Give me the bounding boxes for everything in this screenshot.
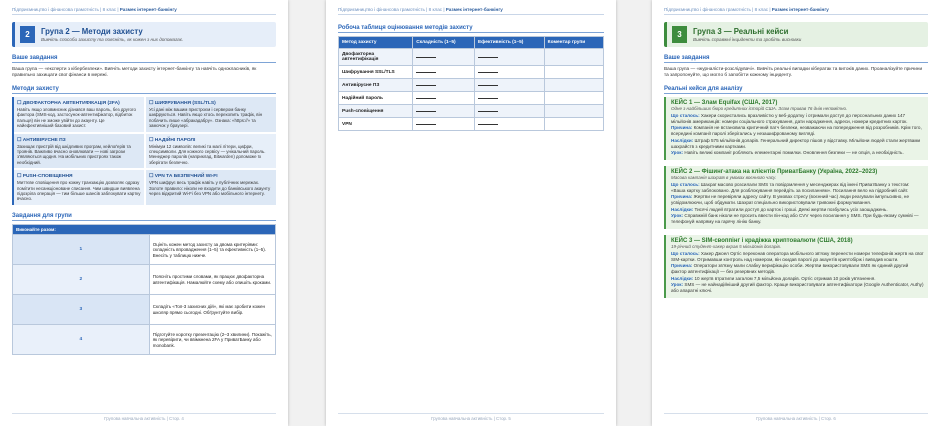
method-cell: Push-сповіщення [339,105,413,118]
page-footer: Групова навчальна активність | Стор. 4 [12,413,276,421]
comment-cell[interactable] [544,66,603,79]
case-card [664,235,928,298]
method-cell: Двофакторна автентифікація [339,49,413,66]
group-tasks-heading: Завдання для групи [12,213,276,221]
group-title: Група 3 — Реальні кейси [693,27,789,36]
method-card [146,170,276,205]
case-what: Що сталось: Хакери скористались вразливістю у веб-додатку і отримали доступ до персональних даних 147 мільйонів американців: номери соціального страхування, дати народження, адреси, номери кредитних карток. [671,113,908,124]
method-card [14,97,144,132]
case-subtitle: 19-річний студент-хакер вкрав 5 мільйонів доларів. [671,243,781,249]
effectiveness-blank[interactable] [474,49,544,66]
method-checkbox-title[interactable]: ☐ АНТИВІРУСНЕ ПЗ [17,137,66,143]
effectiveness-blank[interactable] [474,92,544,105]
table-row [13,325,276,355]
case-card [664,166,928,229]
column-header: Складність (1–5) [413,37,475,49]
page-header: Підприємництво і фінансова грамотність | 8 клас | Размек інтернет-банкінгу [12,7,276,15]
case-lesson: Урок: SMS — не найнадійніший другий фактор. Краще використовувати автентифікатори (Google Authenticator, Authy) або апаратні ключі. [671,282,924,294]
method-checkbox-title[interactable]: ☐ НАДІЙНІ ПАРОЛІ [149,137,196,143]
task-text: Підготуйте коротку презентацію (2–3 хвилини). Покажіть, як перевірити, чи ввімкнена 2FA у ПриватБанку або monobank. [149,325,275,355]
difficulty-blank[interactable] [413,66,475,79]
page-header: Підприємництво і фінансова грамотність | 8 клас | Размек інтернет-банкінгу [664,7,928,15]
method-checkbox-title[interactable]: ☐ VPN ТА БЕЗПЕЧНИЙ WI-FI [149,174,218,180]
case-result: Наслідки: 10 жертв втратили загалом 7,5 мільйона доларів. Ортіс отримав 10 років ув'язнення. [671,275,876,281]
column-header: Ефективність (1–5) [474,37,544,49]
method-text: Миттєве сповіщення про кожну транзакцію дозволяє одразу помітити несанкціоноване списання. Чим швидше виявлена підозріла операція — тим більше шансів заблокувати картку вчасно. [17,180,141,202]
effectiveness-blank[interactable] [474,79,544,92]
method-card [14,170,144,205]
case-lesson: Урок: Навіть великі компанії робляють елементарні помилки. Оновлення безпеки — не опція, а необхідність. [671,150,904,156]
page-footer: Групова навчальна активність | Стор. 6 [664,413,928,421]
cases-heading: Реальні кейси для аналізу [664,86,928,94]
comment-cell[interactable] [544,105,603,118]
page-header: Підприємництво і фінансова грамотність | 8 клас | Размек інтернет-банкінгу [338,7,604,15]
difficulty-blank[interactable] [413,92,475,105]
effectiveness-blank[interactable] [474,105,544,118]
page-5 [326,0,616,426]
case-subtitle: Одне з найбільших бюро кредитних історій США. Злам тривав 76 днів непомітно. [671,106,848,111]
tasks-table-header: Виконайте разом: [13,224,276,235]
task-text: Поясніть простими словами, як працює двофакторна автентифікація. Намалюйте схему або опишіть кроками. [149,265,275,295]
table-header-row [339,37,604,49]
table-row [13,235,276,265]
task-number: 1 [13,235,150,265]
method-text: VPN шифрує весь трафік навіть у публічних мережах. Золоте правило: ніколи не входити до банківського акаунту через відкритий Wi-Fi без VPN або мобільного інтернету. [149,180,271,197]
task-heading: Ваше завдання [664,55,928,63]
table-row [339,118,604,131]
method-checkbox-title[interactable]: ☐ ШИФРУВАННЯ (SSL/TLS) [149,101,216,106]
group-3-banner [664,22,928,47]
table-row [339,66,604,79]
method-cell: VPN [339,118,413,131]
group-title: Група 2 — Методи захисту [41,27,143,36]
table-row [13,295,276,325]
page-footer: Групова навчальна активність | Стор. 5 [338,413,604,421]
column-header: Метод захисту [339,37,413,49]
difficulty-blank[interactable] [413,79,475,92]
group-number: 2 [20,26,35,43]
group-subtitle: Вивчіть справжні інциденти та зробіть висновки [693,37,802,42]
effectiveness-blank[interactable] [474,118,544,131]
case-result: Наслідки: Тисячі людей втратили доступ до карток і гроші. Деякі жертви позбулись усіх заощаджень. [671,206,888,212]
group-2-banner [12,22,276,47]
method-text: Усі дані між вашим пристроєм і сервером банку шифруються. Навіть якщо хтось перехопить трафік, він побачить лише «абракадабру». Ознака: «https://» та замочок у браузері. [149,107,263,129]
case-result: Наслідки: Штраф 575 мільйонів доларів. Генеральний директор пішов у відставку. Мільйони людей стали жертвами шахрайств з кредитними картками. [671,137,921,149]
case-why: Причина: Оператори зв'язку мали слабку верифікацію особи. Жертви використовували SMS як єдиний другий фактор автентифікації — без резервних методів. [671,263,909,274]
method-cell: Надійний пароль [339,92,413,105]
task-heading: Ваше завдання [12,55,276,63]
difficulty-blank[interactable] [413,105,475,118]
case-why: Причина: Жертви не перевіряли адресу сайту. В умовах стресу (воєнний час) люди реагували імпульсивно, не усвідомлюючи, щоб обдумати. Шахраї спеціально використовували тривожні формулювання. [671,194,910,206]
comment-cell[interactable] [544,92,603,105]
task-number: 3 [13,295,150,325]
method-checkbox-title[interactable]: ☐ PUSH-СПОВІЩЕННЯ [17,174,73,180]
method-card [146,134,276,169]
task-text: Ваша група — «журналісти-розслідувачі». Вивчіть реальні випадки кібератак та витоків даних. Проаналізуйте причини та запропонуйте, що могло б запобігти кожному інциденту. [664,66,923,77]
comment-cell[interactable] [544,79,603,92]
method-text: Навіть якщо зловмисник дізнався ваш пароль, без другого фактора (SMS-код, застосунок-автентифікатор, відбиток пальця) він не зможе увійти до акаунту. Це найефективніший базовий захист. [17,107,136,129]
group-tasks-table [12,224,276,356]
case-card [664,97,928,160]
column-header: Коментар групи [544,37,603,49]
task-text: Складіть «Топ-3 захисних дій», які має зробити кожен школяр прямо сьогодні. Обґрунтуйте вибір. [149,295,275,325]
task-number: 2 [13,265,150,295]
table-row [339,92,604,105]
case-why: Причина: Компанія не встановила критичний патч безпеки, незважаючи на попередження від розробників. Крім того, всередині компанії паролі зберігались у незашифрованому вигляді. [671,125,922,137]
comment-cell[interactable] [544,118,603,131]
methods-grid [12,97,276,205]
method-card [146,97,276,132]
method-text: Захищає пристрій від шкідливих програм, кейлоґерів та троянів. Важливо вчасно оновлювати — нові загрози з'являються щодня. На мобільних пристроях також необхідний. [17,143,131,165]
task-text: Ваша група — «експерти з кібербезпеки». Вивчіть методи захисту інтернет-банкінгу та навчіть однокласників, як правильно захищати свої фінанси в мережі. [12,66,257,77]
method-cell: Антивірусне ПЗ [339,79,413,92]
difficulty-blank[interactable] [413,49,475,66]
effectiveness-blank[interactable] [474,66,544,79]
evaluation-table-heading: Робоча таблиця оцінювання методів захисту [338,25,604,33]
task-number: 4 [13,325,150,355]
case-title: КЕЙС 3 — SIM-своппінг і крадіжка криптовалюти (США, 2018) [671,237,853,244]
evaluation-table [338,36,604,131]
group-subtitle: Вивчіть способи захисту та поясніть, як кожен з них допомагає. [41,37,184,42]
method-checkbox-title[interactable]: ☐ ДВОФАКТОРНА АВТЕНТИФІКАЦІЯ (2FA) [17,101,120,106]
method-text: Мінімум 12 символів: великі та малі літери, цифри, спецсимволи. Для кожного сервісу — унікальний пароль. Менеджер паролів (наприклад, Bitwarden) допоможе їх зберігати безпечно. [149,143,266,165]
table-row [13,265,276,295]
table-row [339,79,604,92]
page-4 [0,0,288,426]
page-6 [652,0,940,426]
comment-cell[interactable] [544,49,603,66]
methods-heading: Методи захисту [12,86,276,94]
group-number: 3 [672,26,687,43]
case-lesson: Урок: Справжній банк ніколи не просить ввести пін-код або CVV через посилання у SMS. При будь-якому сумніві — телефонуй напряму на гарячу лінію банку. [671,213,919,225]
table-row [339,49,604,66]
case-title: КЕЙС 2 — Фішинг-атака на клієнтів ПриватБанку (Україна, 2022–2023) [671,168,878,175]
case-what: Що сталось: Шахраї масово розсилали SMS та повідомлення у месенджерах від імені ПриватБанку з текстом: «Ваша картку заблоковано. Для розблокування перейдіть за посиланням». Посилання вело на підробний сайт. [671,181,910,193]
case-what: Що сталось: Хакер Джоел Ортіс переконав оператора мобільного зв'язку перенести номери телефонів жертв на свої SIM-картки. Отримавши контроль над номером, він скидав паролі до акаунтів криптобірж і виводив кошти. [671,250,924,262]
case-subtitle: Масова кампанія шахраїв в умовах воєнного часу. [671,174,777,180]
case-title: КЕЙС 1 — Злам Equifax (США, 2017) [671,100,778,106]
task-text: Оцініть кожен метод захисту за двома критеріями: складність впровадження (1–5) та ефективність (1–5). Внесіть у таблицю нижче. [149,235,275,265]
method-cell: Шифрування SSL/TLS [339,66,413,79]
table-row [339,105,604,118]
method-card [14,134,144,169]
difficulty-blank[interactable] [413,118,475,131]
